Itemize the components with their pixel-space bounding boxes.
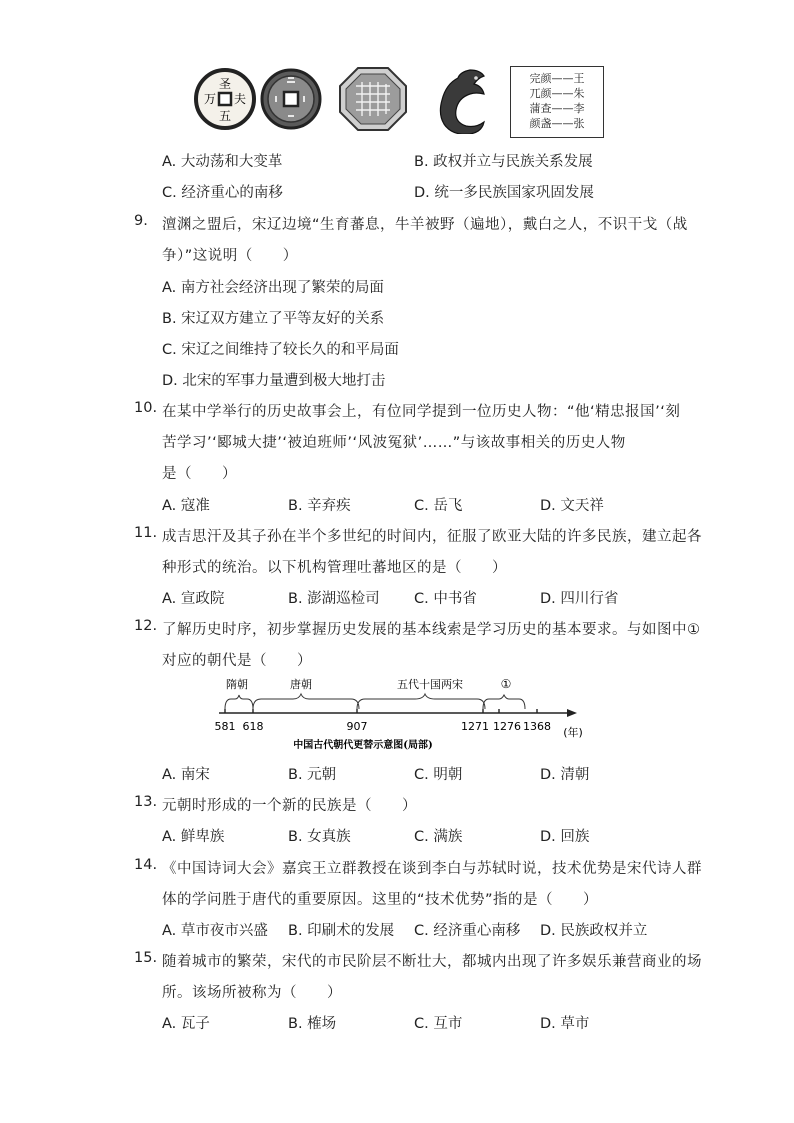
q13-option-d[interactable] [540,825,589,846]
option-text: 统一多民族国家巩固发展 [434,185,594,201]
option-letter: A. [162,923,177,939]
q11-stem-line: 种形式的统治。以下机构管理吐蕃地区的是（ ） [162,560,507,576]
q9-stem-line: 争）”这说明（ ） [162,248,298,264]
option-letter: D. [540,829,556,845]
period-label: 五代十国两宋 [397,678,463,691]
q11-option-b[interactable] [288,587,380,608]
year-label: 1276 [493,720,521,733]
option-letter: A. [162,154,177,170]
q11-number: 11. [134,525,158,541]
q11-option-d[interactable] [540,587,618,608]
q11-option-c[interactable] [414,587,477,608]
option-text: 宋辽双方建立了平等友好的关系 [181,311,385,327]
year-unit: (年) [563,726,583,739]
option-letter: A. [162,591,177,607]
option-letter: C. [414,829,429,845]
q10-option-d[interactable] [540,494,604,515]
q12-number: 12. [134,618,158,634]
option-letter: D. [540,498,556,514]
option-text: 互市 [433,1016,463,1032]
year-label: 581 [215,720,236,733]
q15-number: 15. [134,950,158,966]
option-text: 南方社会经济出现了繁荣的局面 [180,280,384,296]
q10-number: 10. [134,400,158,416]
period-label: 唐朝 [290,678,312,691]
q10-option-b[interactable] [288,494,351,515]
option-letter: A. [162,829,177,845]
year-label: 1271 [461,720,489,733]
axis-arrow-icon [567,709,577,717]
option-text: 经济重心南移 [433,923,521,939]
option-text: 宣政院 [180,591,225,607]
option-letter: D. [540,591,556,607]
option-text: 元朝 [307,767,337,783]
q10-stem-line: 是（ ） [162,466,237,482]
q15-option-d[interactable] [540,1012,589,1033]
q9-number: 9. [134,213,148,229]
option-letter: C. [414,1016,429,1032]
q9-option-c[interactable] [162,338,399,359]
option-text: 印刷术的发展 [307,923,395,939]
q10-option-c[interactable] [414,494,462,515]
q15-stem-line: 所。该场所被称为（ ） [162,985,342,1001]
option-text: 辛弃疾 [307,498,351,514]
q12-option-c[interactable] [414,763,462,784]
option-text: 经济重心的南移 [181,185,283,201]
q15-option-c[interactable] [414,1012,462,1033]
coin1-bottom-char: 五 [218,109,232,123]
bronze-seal-icon [338,66,408,132]
q15-option-b[interactable] [288,1012,336,1033]
option-text: 榷场 [307,1016,337,1032]
option-letter: D. [540,767,556,783]
surname-table [510,66,604,138]
option-text: 明朝 [433,767,463,783]
q8-option-c[interactable] [162,181,283,202]
q10-stem-line: 在某中学举行的历史故事会上，有位同学提到一位历史人物：“他‘精忠报国’‘刻 [162,404,681,420]
surname-line: 颜盏——张 [529,117,585,130]
option-text: 文天祥 [560,498,604,514]
option-text: 民族政权并立 [560,923,648,939]
period-braces [225,694,525,709]
option-letter: A. [162,1016,177,1032]
bronze-dragon-icon [426,66,494,134]
option-letter: C. [414,923,429,939]
option-text: 鲜卑族 [180,829,225,845]
option-letter: A. [162,498,177,514]
option-text: 政权并立与民族关系发展 [433,154,593,170]
q15-stem-line: 随着城市的繁荣，宋代的市民阶层不断壮大，都城内出现了许多娱乐兼营商业的场 [162,954,702,970]
option-text: 回族 [560,829,590,845]
q14-option-a[interactable] [162,919,268,940]
option-letter: D. [540,923,556,939]
q9-option-a[interactable] [162,276,384,297]
option-letter: C. [162,342,177,358]
q13-number: 13. [134,794,158,810]
surname-line: 蒲查——李 [529,102,585,115]
option-text: 大动荡和大变革 [180,154,283,170]
option-letter: C. [414,498,429,514]
q12-stem-line: 了解历史时序，初步掌握历史发展的基本线索是学习历史的基本要求。与如图中① [162,622,701,638]
q14-option-d[interactable] [540,919,647,940]
option-text: 中书省 [433,591,477,607]
coin1-top-char: 圣 [218,77,232,91]
coin1-right-char: 夫 [233,92,247,106]
coin-one-icon [194,68,256,130]
q14-stem-line: 《中国诗词大会》嘉宾王立群教授在谈到李白与苏轼时说，技术优势是宋代诗人群 [162,861,702,877]
option-text: 寇准 [180,498,210,514]
option-letter: B. [288,829,303,845]
year-label: 618 [242,720,264,733]
option-letter: C. [414,591,429,607]
option-letter: B. [162,311,177,327]
period-label: ① [500,677,512,691]
q14-stem-line: 体的学问胜于唐代的重要原因。这里的“技术优势”指的是（ ） [162,892,599,908]
q9-option-b[interactable] [162,307,384,328]
q10-stem-line: 苦学习’‘郾城大捷’‘被迫班师’‘风波冤狱’……”与该故事相关的历史人物 [162,435,626,451]
option-text: 澎湖巡检司 [307,591,380,607]
option-letter: B. [288,498,303,514]
period-label: 隋朝 [226,678,248,691]
question-8-figures [190,60,610,140]
option-text: 清朝 [560,767,590,783]
option-text: 草市夜市兴盛 [180,923,268,939]
dynasty-timeline [215,676,587,756]
option-text: 女真族 [307,829,351,845]
option-letter: A. [162,280,177,296]
option-letter: A. [162,767,177,783]
option-letter: B. [288,767,303,783]
option-letter: B. [288,1016,303,1032]
coin-two-icon [260,68,322,130]
option-text: 北宋的军事力量遭到极大地打击 [182,373,386,389]
q13-stem-line: 元朝时形成的一个新的民族是（ ） [162,798,417,814]
option-text: 宋辽之间维持了较长久的和平局面 [181,342,399,358]
option-letter: D. [162,373,178,389]
option-letter: B. [288,591,303,607]
q8-option-b[interactable] [414,150,593,171]
surname-line: 兀颜——朱 [529,87,585,100]
option-text: 南宋 [180,767,210,783]
coin1-left-char: 万 [203,92,217,106]
q9-stem-line: 澶渊之盟后，宋辽边境“生育蕃息，牛羊被野（遍地），戴白之人，不识干戈（战 [162,217,688,233]
q12-option-b[interactable] [288,763,336,784]
option-letter: B. [414,154,429,170]
q13-option-b[interactable] [288,825,351,846]
q14-option-c[interactable] [414,919,520,940]
option-letter: C. [414,767,429,783]
option-letter: D. [414,185,430,201]
q9-option-d[interactable] [162,369,385,390]
q12-option-a[interactable] [162,763,210,784]
q13-option-a[interactable] [162,825,224,846]
option-letter: B. [288,923,303,939]
q12-stem-line: 对应的朝代是（ ） [162,653,312,669]
option-letter: C. [162,185,177,201]
q11-stem-line: 成吉思汗及其子孙在半个多世纪的时间内，征服了欧亚大陆的许多民族，建立起各 [162,529,702,545]
q10-option-a[interactable] [162,494,210,515]
surname-line: 完颜——王 [529,72,585,85]
q12-option-d[interactable] [540,763,589,784]
option-text: 四川行省 [560,591,619,607]
option-text: 岳飞 [433,498,463,514]
year-label: 907 [346,720,368,733]
q14-number: 14. [134,857,158,873]
q13-option-c[interactable] [414,825,462,846]
q14-option-b[interactable] [288,919,394,940]
q8-option-a[interactable] [162,150,282,171]
q11-option-a[interactable] [162,587,224,608]
option-text: 满族 [433,829,463,845]
option-text: 瓦子 [180,1016,210,1032]
q15-option-a[interactable] [162,1012,210,1033]
option-letter: D. [540,1016,556,1032]
option-text: 草市 [560,1016,590,1032]
q8-option-d[interactable] [414,181,594,202]
timeline-caption: 中国古代朝代更替示意图(局部) [293,740,433,751]
year-label: 1368 [523,720,551,733]
